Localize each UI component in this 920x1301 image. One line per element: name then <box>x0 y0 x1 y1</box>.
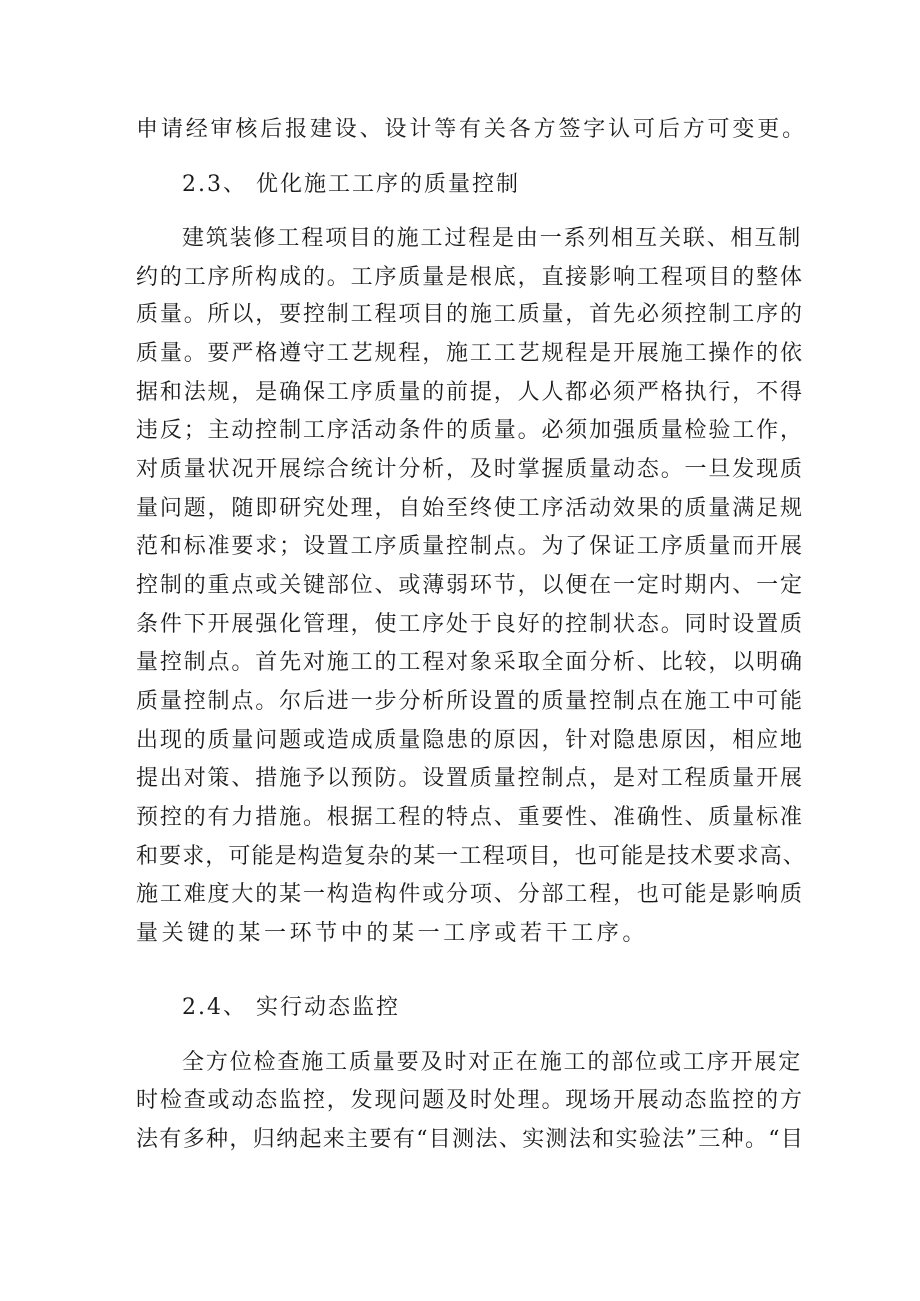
text-line: 控制的重点或关键部位、或薄弱环节，以便在一定时期内、一定 <box>136 573 804 598</box>
text-line: 和要求，可能是构造复杂的某一工程项目，也可能是技术要求高、 <box>136 844 806 869</box>
text-line: 全方位检查施工质量要及时对正在施工的部位或工序开展定 <box>182 1050 803 1075</box>
text-line: 质量。要严格遵守工艺规程，施工工艺规程是开展施工操作的依 <box>136 341 804 366</box>
text-line: 法有多种，归纳起来主要有“目测法、实测法和实验法”三种。“目 <box>136 1127 805 1152</box>
text-line: 量控制点。首先对施工的工程对象采取全面分析、比较，以明确 <box>136 650 804 675</box>
text-line: 量问题，随即研究处理，自始至终使工序活动效果的质量满足规 <box>136 496 804 521</box>
text-line: 量关键的某一环节中的某一工序或若干工序。 <box>136 921 649 946</box>
text-line: 约的工序所构成的。工序质量是根底，直接影响工程项目的整体 <box>136 265 804 290</box>
text-line: 质量。所以，要控制工程项目的施工质量，首先必须控制工序的 <box>136 302 804 327</box>
section-heading-2-3: 2.3、 优化施工工序的质量控制 <box>182 172 520 197</box>
paragraph-continuation: 申请经审核后报建设、设计等有关各方签字认可后方可变更。 <box>136 117 807 142</box>
text-line: 违反；主动控制工序活动条件的质量。必须加强质量检验工作， <box>136 418 804 443</box>
text-line: 范和标准要求；设置工序质量控制点。为了保证工序质量而开展 <box>136 534 804 559</box>
text-line: 质量控制点。尔后进一步分析所设置的质量控制点在施工中可能 <box>136 689 804 714</box>
text-line: 条件下开展强化管理，使工序处于良好的控制状态。同时设置质 <box>136 612 804 637</box>
text-line: 时检查或动态监控，发现问题及时处理。现场开展动态监控的方 <box>136 1088 804 1113</box>
text-line: 对质量状况开展综合统计分析，及时掌握质量动态。一旦发现质 <box>136 457 804 482</box>
text-line: 据和法规，是确保工序质量的前提，人人都必须严格执行，不得 <box>136 380 804 405</box>
text-line: 施工难度大的某一构造构件或分项、分部工程，也可能是影响质 <box>136 882 804 907</box>
text-line: 提出对策、措施予以预防。设置质量控制点，是对工程质量开展 <box>136 766 804 791</box>
text-line: 出现的质量问题或造成质量隐患的原因，针对隐患原因，相应地 <box>136 728 804 753</box>
text-line: 建筑装修工程项目的施工过程是由一系列相互关联、相互制 <box>182 226 803 251</box>
text-line: 预控的有力措施。根据工程的特点、重要性、准确性、质量标准 <box>136 805 804 830</box>
section-heading-2-4: 2.4、 实行动态监控 <box>182 995 400 1020</box>
